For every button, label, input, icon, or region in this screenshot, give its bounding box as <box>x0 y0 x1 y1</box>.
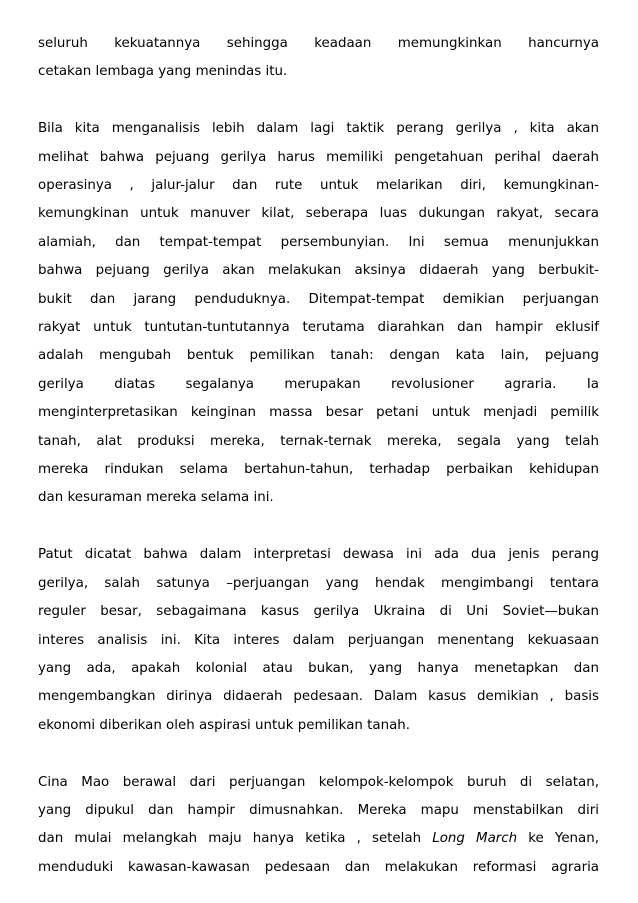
text-line: rakyat untuk tuntutan-tuntutannya terutama diarahkan dan hampir eklusif <box>38 320 599 336</box>
text-line: yang ada, apakah kolonial atau bukan, yang hanya menetapkan dan <box>38 660 599 676</box>
text-line: interes analisis ini. Kita interes dalam perjuangan menentang kekuasaan <box>38 632 599 648</box>
paragraph-2 <box>38 115 599 513</box>
text-line: gerilya diatas segalanya merupakan revolusioner agraria. Ia <box>38 376 599 392</box>
text-line: adalah mengubah bentuk pemilikan tanah: dengan kata lain, pejuang <box>38 348 599 364</box>
text-line: yang dipukul dan hampir dimusnahkan. Mereka mapu menstabilkan diri <box>38 802 599 818</box>
text-segment: dan mulai melangkah maju hanya ketika , setelah <box>38 831 433 847</box>
text-line: ekonomi diberikan oleh aspirasi untuk pemilikan tanah. <box>38 717 411 733</box>
text-line: bahwa pejuang gerilya akan melakukan aksinya didaerah yang berbukit- <box>38 263 599 279</box>
text-line: alamiah, dan tempat-tempat persembunyian. Ini semua menunjukkan <box>38 234 599 250</box>
text-line: mereka rindukan selama bertahun-tahun, terhadap perbaikan kehidupan <box>38 462 599 478</box>
text-line: Patut dicatat bahwa dalam interpretasi dewasa ini ada dua jenis perang <box>38 547 599 563</box>
document-page <box>38 30 599 882</box>
text-line: cetakan lembaga yang menindas itu. <box>38 64 288 80</box>
text-line: tanah, alat produksi mereka, ternak-ternak mereka, segala yang telah <box>38 433 599 449</box>
text-line: operasinya , jalur-jalur dan rute untuk melarikan diri, kemungkinan- <box>38 178 599 194</box>
text-line: seluruh kekuatannya sehingga keadaan memungkinkan hancurnya <box>38 36 599 51</box>
text-line: reguler besar, sebagaimana kasus gerilya Ukraina di Uni Soviet—bukan <box>38 604 599 620</box>
text-line: gerilya, salah satunya –perjuangan yang hendak mengimbangi tentara <box>38 575 599 591</box>
text-line: kemungkinan untuk manuver kilat, seberapa luas dukungan rakyat, secara <box>38 206 599 222</box>
text-line: mengembangkan dirinya didaerah pedesaan. Dalam kasus demikian , basis <box>38 689 599 705</box>
text-line: Bila kita menganalisis lebih dalam lagi taktik perang gerilya , kita akan <box>38 121 599 137</box>
text-line: Cina Mao berawal dari perjuangan kelompok-kelompok buruh di selatan, <box>38 774 599 790</box>
text-line: menduduki kawasan-kawasan pedesaan dan melakukan reformasi agraria <box>38 859 599 875</box>
text-line: dan kesuraman mereka selama ini. <box>38 490 274 506</box>
text-line: bukit dan jarang penduduknya. Ditempat-tempat demikian perjuangan <box>38 291 599 307</box>
text-segment: ke Yenan, <box>517 831 599 847</box>
paragraph-1 <box>38 30 599 87</box>
paragraph-3 <box>38 541 599 740</box>
text-line: menginterpretasikan keinginan massa besar petani untuk menjadi pemilik <box>38 405 599 421</box>
text-line: melihat bahwa pejuang gerilya harus memiliki pengetahuan perihal daerah <box>38 149 599 165</box>
text-line-with-italic <box>38 825 599 853</box>
paragraph-4 <box>38 769 599 883</box>
italic-phrase: Long March <box>432 831 518 847</box>
